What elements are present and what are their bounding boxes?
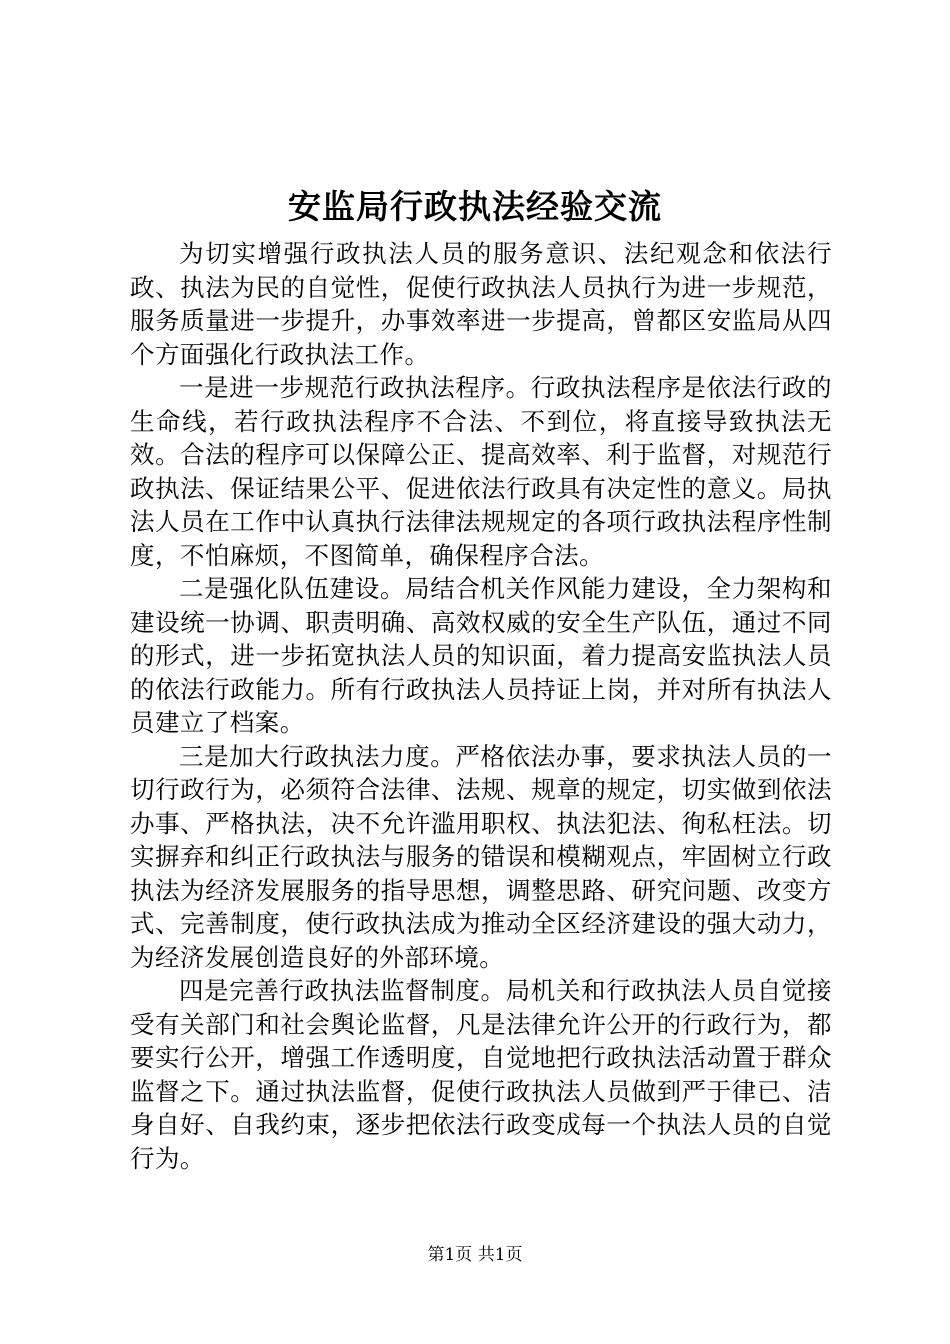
paragraph-intro: 为切实增强行政执法人员的服务意识、法纪观念和依法行政、执法为民的自觉性，促使行政执法人员执行为进一步规范，服务质量进一步提升，办事效率进一步提高，曾都区安监局从四个方面强化行政执法工作。 [130,239,832,369]
paragraph-point-three: 三是加大行政执法力度。严格依法办事，要求执法人员的一切行政行为，必须符合法律、法规、规章的规定，切实做到依法办事、严格执法，决不允许滥用职权、执法犯法、徇私枉法。切实摒弃和纠正行政执法与服务的错误和模糊观点，牢固树立行政执法为经济发展服务的指导思想，调整思路、研究问题、改变方式、完善制度，使行政执法成为推动全区经济建设的强大动力，为经济发展创造良好的外部环境。 [130,741,832,972]
page-footer: 第1页 共1页 [427,1245,523,1265]
paragraph-point-two: 二是强化队伍建设。局结合机关作风能力建设，全力架构和建设统一协调、职责明确、高效权威的安全生产队伍，通过不同的形式，进一步拓宽执法人员的知识面，着力提高安监执法人员的依法行政能力。所有行政执法人员持证上岗，并对所有执法人员建立了档案。 [130,574,832,737]
paragraph-point-one: 一是进一步规范行政执法程序。行政执法程序是依法行政的生命线，若行政执法程序不合法、不到位，将直接导致执法无效。合法的程序可以保障公正、提高效率、利于监督，对规范行政执法、保证结果公平、促进依法行政具有决定性的意义。局执法人员在工作中认真执行法律法规规定的各项行政执法程序性制度，不怕麻烦，不图简单，确保程序合法。 [130,373,832,570]
document-body [130,237,832,1175]
paragraph-point-four: 四是完善行政执法监督制度。局机关和行政执法人员自觉接受有关部门和社会舆论监督，凡是法律允许公开的行政行为，都要实行公开，增强工作透明度，自觉地把行政执法活动置于群众监督之下。通过执法监督，促使行政执法人员做到严于律已、洁身自好、自我约束，逐步把依法行政变成每一个执法人员的自觉行为。 [130,976,832,1173]
document-title: 安监局行政执法经验交流 [288,187,662,226]
